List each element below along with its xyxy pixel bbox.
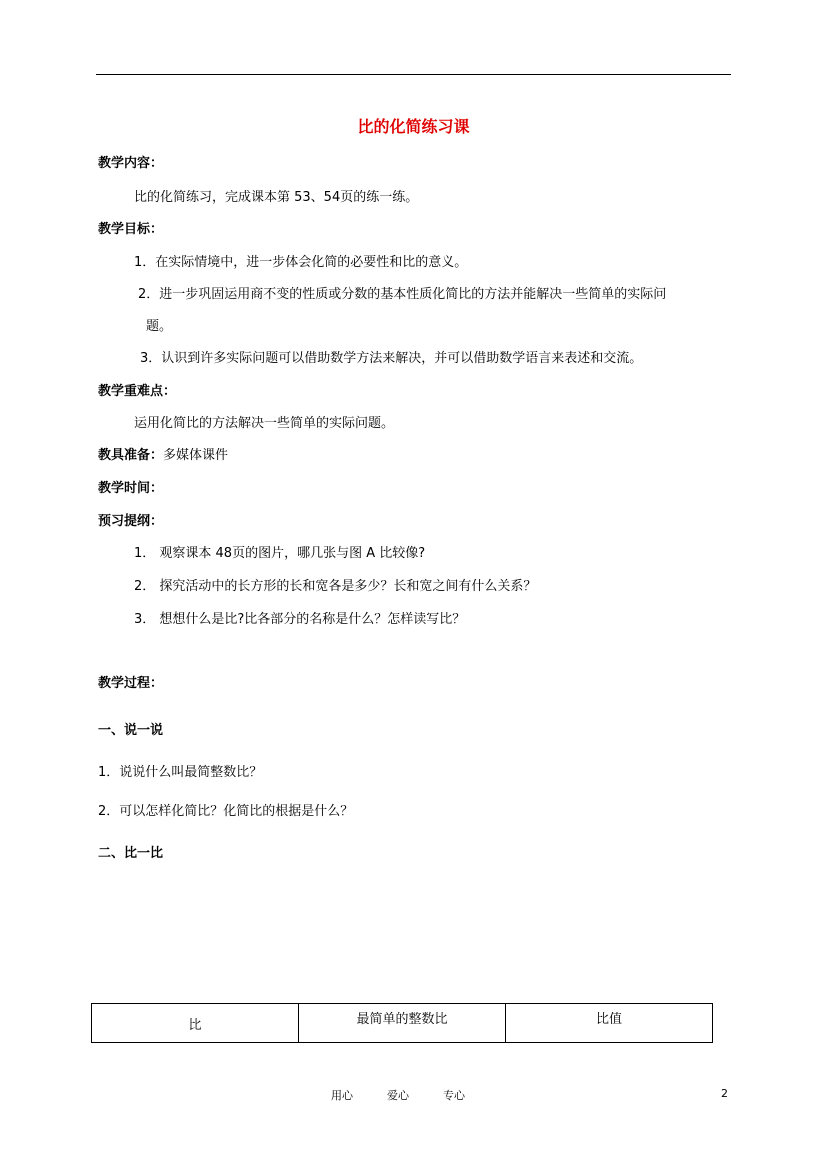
preview-item-3: 3． 想想什么是比?比各部分的名称是什么？怎样读写比？: [134, 612, 466, 627]
goal-item-2-line-2: 题。: [146, 319, 173, 334]
preview-heading: 预习提纲：: [98, 514, 164, 529]
goal-item-3: 3．认识到许多实际问题可以借助数学方法来解决，并可以借助数学语言来表述和交流。: [140, 351, 643, 366]
footer-motto-1: 用心: [331, 1089, 353, 1102]
process-heading: 教学过程：: [98, 676, 164, 691]
section-1-heading: 一、说一说: [98, 723, 164, 738]
tools-line: [98, 444, 228, 463]
table-header-simplest-ratio: 最简单的整数比: [299, 1004, 506, 1043]
page-number: 2: [721, 1087, 728, 1100]
table-header-ratio: 比: [92, 1004, 299, 1043]
question-2: 2．可以怎样化简比？化简比的根据是什么？: [98, 804, 354, 819]
content-text: 比的化简练习，完成课本第 53、54页的练一练。: [134, 190, 419, 205]
preview-item-1: 1． 观察课本 48页的图片，哪几张与图 A 比较像?: [134, 546, 426, 561]
footer-motto-2: 爱心: [387, 1089, 409, 1102]
document-title: 比的化简练习课: [357, 117, 470, 136]
footer-motto-3: 专心: [443, 1089, 465, 1102]
section-2-heading: 二、比一比: [98, 846, 164, 861]
goal-item-1: 1．在实际情境中，进一步体会化简的必要性和比的意义。: [134, 255, 468, 270]
content-heading: 教学内容：: [98, 156, 164, 171]
table-header-ratio-value: 比值: [506, 1004, 713, 1043]
tools-text: 多媒体课件: [163, 448, 229, 463]
question-1: 1．说说什么叫最简整数比？: [98, 765, 263, 780]
goal-item-2-line-1: 2．进一步巩固运用商不变的性质或分数的基本性质化简比的方法并能解决一些简单的实际问: [138, 287, 667, 302]
comparison-table: [91, 1003, 713, 1043]
header-rule: [96, 74, 731, 75]
table-row: [92, 1004, 713, 1043]
goals-heading: 教学目标：: [98, 222, 164, 237]
key-points-text: 运用化简比的方法解决一些简单的实际问题。: [134, 416, 395, 431]
key-points-heading: 教学重难点：: [98, 384, 177, 399]
preview-item-2: 2． 探究活动中的长方形的长和宽各是多少？长和宽之间有什么关系？: [134, 579, 537, 594]
time-heading: 教学时间：: [98, 481, 164, 496]
tools-heading: 教具准备：: [98, 448, 164, 463]
